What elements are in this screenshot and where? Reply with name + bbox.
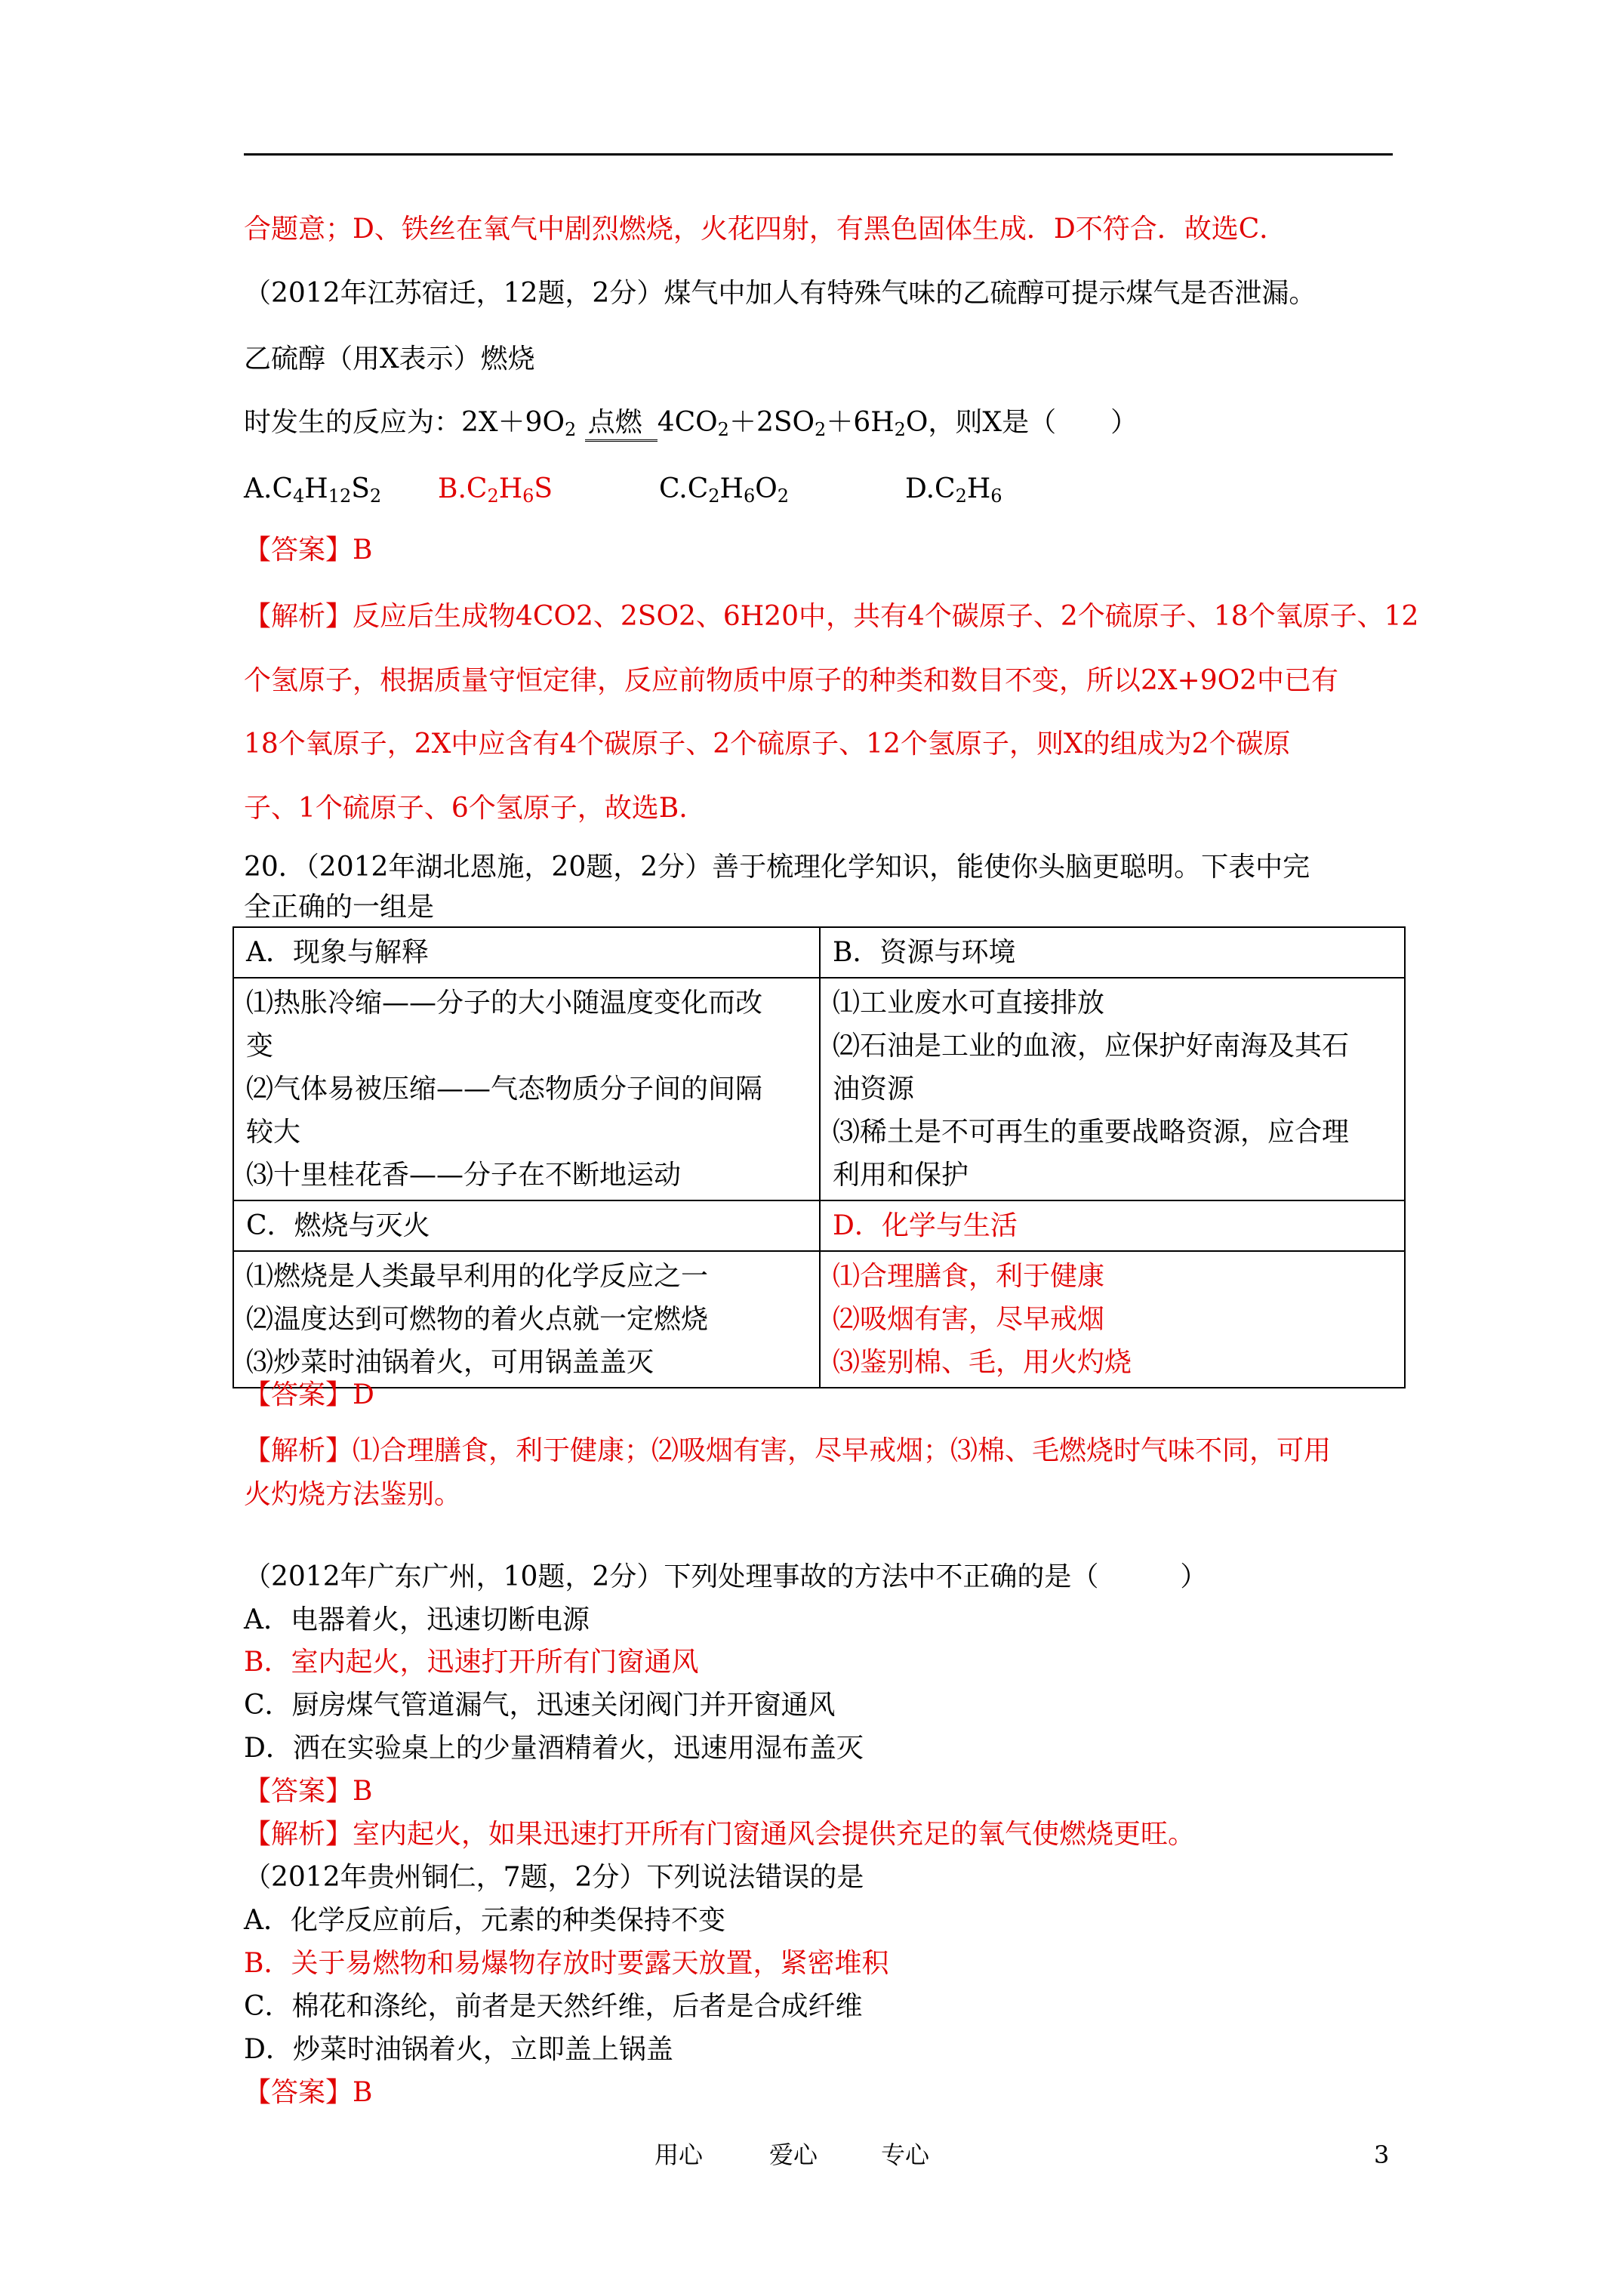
option-a: A．化学反应前后，元素的种类保持不变 [244,1905,725,1936]
footer-motto: 用心 [654,2140,704,2169]
explanation-line: 子、1个硫原子、6个氢原子，故选B. [244,793,688,824]
answer-value: B [353,1776,373,1807]
explanation-line: 18个氧原子，2X中应含有4个碳原子、2个硫原子、12个氢原子，则X的组成为2个碳原 [244,729,1291,760]
table-row [233,978,1405,1200]
option-c: C．棉花和涤纶，前者是天然纤维，后者是合成纤维 [244,1991,863,2022]
table-cell: ⑴工业废水可直接排放 ⑵石油是工业的血液，应保护好南海及其石 油资源 ⑶稀土是不可再生的重要战略资源，应合理 利用和保护 [820,978,1405,1200]
table-cell: B．资源与环境 [820,927,1405,978]
option-c: C．厨房煤气管道漏气，迅速关闭阀门并开窗通风 [244,1690,836,1721]
answer-value: B [353,535,373,566]
reaction-condition: 点燃 [585,406,658,442]
table-cell: C．燃烧与灭火 [233,1200,820,1251]
equation-part: 时发生的反应为：2X＋9O [244,407,565,438]
subscript: 2 [564,419,577,440]
table-cell: ⑴合理膳食，利于健康 ⑵吸烟有害，尽早戒烟 ⑶鉴别棉、毛，用火灼烧 [820,1251,1405,1388]
answer-tag: 【答案】 [244,1776,353,1807]
answer-tag: 【答案】 [244,2077,353,2108]
answer-tag: 【答案】 [244,1379,353,1410]
table-cell: ⑴热胀冷缩——分子的大小随温度变化而改 变 ⑵气体易被压缩——气态物质分子间的间隔 较大 ⑶十里桂花香——分子在不断地运动 [233,978,820,1200]
explanation-line: 火灼烧方法鉴别。 [244,1479,462,1510]
answer-line [244,2076,372,2110]
text-line: 合题意；D、铁丝在氧气中剧烈燃烧，火花四射，有黑色固体生成．D不符合．故选C． [244,214,1287,245]
answer-line [244,1379,374,1412]
answer-value: B [353,2077,373,2108]
explanation-line: 个氢原子，根据质量守恒定律，反应前物质中原子的种类和数目不变，所以2X+9O2中已有 [244,665,1339,696]
page-number: 3 [1374,2140,1390,2169]
question-stem: （2012年江苏宿迁，12题，2分）煤气中加人有特殊气味的乙硫醇可提示煤气是否泄漏。 [244,278,1317,309]
option-d: D．洒在实验桌上的少量酒精着火，迅速用湿布盖灭 [244,1733,864,1764]
equation-part: ＋6H [826,407,895,438]
equation-part: ＋2SO [728,407,815,438]
explanation-tag: 【解析】 [244,1435,353,1466]
answer-line [244,1775,372,1808]
answer-value: D [353,1379,374,1410]
question-stem: （2012年广东广州，10题，2分）下列处理事故的方法中不正确的是（ ） [244,1561,1208,1592]
table-cell: A．现象与解释 [233,927,820,978]
explanation-line: 【解析】室内起火，如果迅速打开所有门窗通风会提供充足的氧气使燃烧更旺。 [244,1819,1196,1850]
answer-line [244,534,372,567]
subscript: 2 [894,419,906,440]
table-cell: D．化学与生活 [820,1200,1405,1251]
option-b: $B.C_2H_6S$ [438,473,553,507]
question-stem: 20．（2012年湖北恩施，20题，2分）善于梳理化学知识，能使你头脑更聪明。下表中完 [244,852,1310,883]
option-a: A．电器着火，迅速切断电源 [244,1604,590,1635]
table-cell: ⑴燃烧是人类最早利用的化学反应之一 ⑵温度达到可燃物的着火点就一定燃烧 ⑶炒菜时油锅着火，可用锅盖盖灭 [233,1251,820,1388]
explanation-line: 【解析】⑴合理膳食，利于健康；⑵吸烟有害，尽早戒烟；⑶棉、毛燃烧时气味不同，可用 [244,1435,1332,1466]
option-c: $C.C_2H_6O_2$ [659,473,790,507]
option-b: B．室内起火，迅速打开所有门窗通风 [244,1647,699,1678]
header-rule [244,153,1393,156]
knowledge-table [233,926,1406,1388]
table-row [233,1200,1405,1251]
explanation-tag: 【解析】 [244,601,353,632]
subscript: 2 [717,419,729,440]
table-row [233,1251,1405,1388]
option-b: B．关于易燃物和易爆物存放时要露天放置，紧密堆积 [244,1948,889,1979]
option-a: $A.C_4H_{12}S_2$ [244,473,382,507]
subscript: 2 [815,419,827,440]
answer-tag: 【答案】 [244,535,353,566]
explanation-line: 【解析】反应后生成物4CO2、2SO2、6H20中，共有4个碳原子、2个硫原子、18个氧原子、12 [244,601,1419,632]
equation-part: O，则X是（ ） [905,407,1138,438]
table-row [233,927,1405,978]
footer-motto: 爱心 [769,2140,818,2169]
footer-motto: 专心 [881,2140,930,2169]
question-stem: （2012年贵州铜仁，7题，2分）下列说法错误的是 [244,1862,864,1893]
explanation-tag: 【解析】 [244,1819,353,1850]
question-stem: 全正确的一组是 [244,892,435,923]
option-d: $D.C_2H_6$ [905,473,1002,507]
reaction-equation [244,406,1138,442]
question-stem: 乙硫醇（用X表示）燃烧 [244,344,535,374]
equation-part: 4CO [657,407,718,438]
option-d: D．炒菜时油锅着火，立即盖上锅盖 [244,2034,673,2065]
